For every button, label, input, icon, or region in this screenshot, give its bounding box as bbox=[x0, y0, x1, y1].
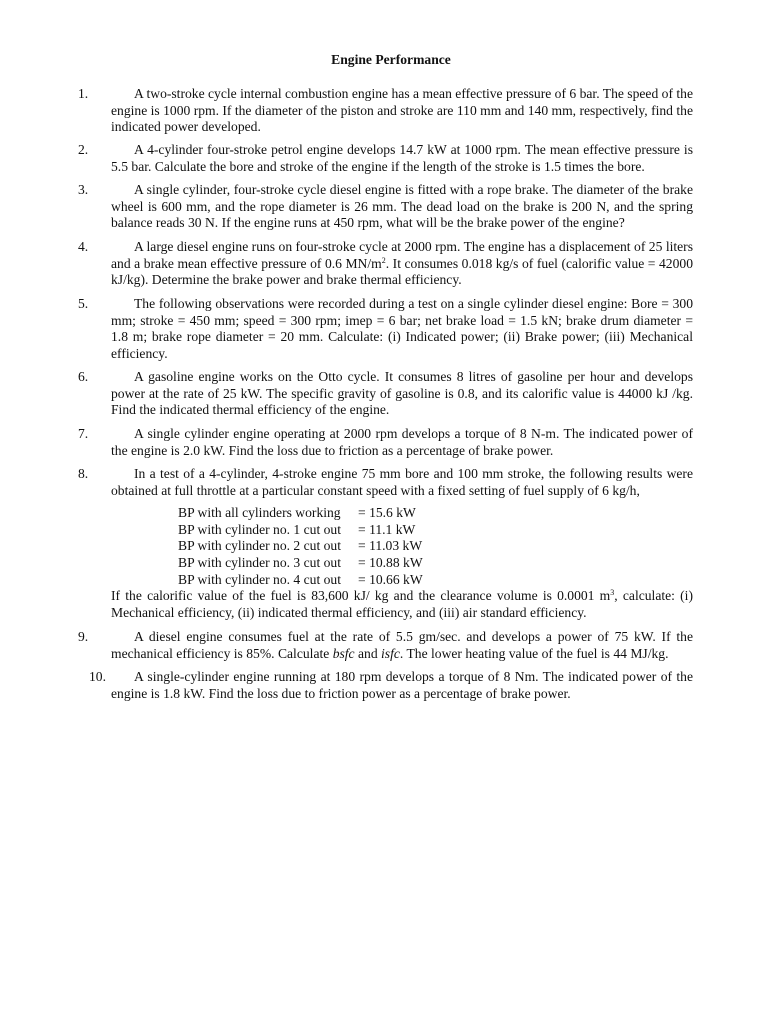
question-number: 5. bbox=[78, 296, 89, 311]
question-item bbox=[78, 86, 693, 136]
bp-value: = 10.66 kW bbox=[358, 571, 423, 587]
question-item bbox=[78, 426, 693, 459]
bp-label: BP with cylinder no. 2 cut out bbox=[178, 538, 341, 554]
table-row bbox=[178, 555, 423, 572]
bp-label: BP with all cylinders working bbox=[178, 505, 341, 521]
bp-value: = 15.6 kW bbox=[358, 505, 416, 521]
question-number: 1. bbox=[78, 86, 89, 101]
superscript: 2 bbox=[381, 255, 386, 265]
bp-value: = 11.03 kW bbox=[358, 538, 423, 554]
page-title: Engine Performance bbox=[331, 52, 451, 67]
question-text: In a test of a 4-cylinder, 4-stroke engine 75 mm bore and 100 mm stroke, the following results were obtained at full throttle at a particular constant speed with a fixed setting of fuel supply of 6 kg/h, bbox=[111, 466, 693, 498]
question-number: 2. bbox=[78, 142, 89, 157]
question-text: The following observations were recorded during a test on a single cylinder diesel engine: Bore = 300 mm; stroke = 450 mm; speed = 300 rpm; imep = 6 bar; net brake load = 1.5 kN; brake drum diameter = 1.8 m; brake rope diameter = 20 mm. Calculate: (i) Indicated power; (ii) Brake power; (iii) Mechanical efficiency. bbox=[111, 296, 693, 361]
question-text-continued bbox=[111, 588, 693, 621]
table-row bbox=[178, 538, 423, 555]
bp-label: BP with cylinder no. 3 cut out bbox=[178, 554, 341, 570]
question-item bbox=[78, 142, 693, 175]
question-item bbox=[78, 296, 693, 362]
question-number: 3. bbox=[78, 182, 89, 197]
question-text: If the calorific value of the fuel is 83,600 kJ/ kg and the clearance volume is 0.0001 m bbox=[111, 588, 611, 604]
question-number: 7. bbox=[78, 426, 89, 441]
bp-value: = 10.88 kW bbox=[358, 554, 423, 570]
question-item bbox=[78, 369, 693, 419]
question-number: 9. bbox=[78, 629, 89, 644]
bp-value: = 11.1 kW bbox=[358, 521, 416, 537]
question-number: 10. bbox=[89, 669, 106, 684]
table-row bbox=[178, 505, 423, 522]
question-text: A single cylinder engine operating at 2000 rpm develops a torque of 8 N-m. The indicated power of the engine is 2.0 kW. Find the loss due to friction as a percentage of brake power. bbox=[111, 426, 693, 458]
question-number: 8. bbox=[78, 466, 89, 481]
question-text: . It consumes 0.018 kg/s of fuel (calorific value = 42000 kJ/kg). Determine the brake power and brake thermal efficiency. bbox=[111, 255, 693, 288]
question-text: A single cylinder, four-stroke cycle diesel engine is fitted with a rope brake. The diameter of the brake wheel is 600 mm, and the rope diameter is 26 mm. The dead load on the brake is 200 N, and the spring balance reads 30 N. If the engine runs at 450 rpm, what will be the brake power of the engine? bbox=[111, 182, 693, 231]
question-item bbox=[78, 629, 693, 662]
question-number: 4. bbox=[78, 239, 89, 254]
bp-label: BP with cylinder no. 4 cut out bbox=[178, 571, 341, 587]
question-text: A two-stroke cycle internal combustion engine has a mean effective pressure of 6 bar. The speed of the engine is 1000 rpm. If the diameter of the piston and stroke are 110 mm and 140 mm, respectively, find the indicated power developed. bbox=[111, 86, 693, 135]
question-text: A diesel engine consumes fuel at the rate of 5.5 gm/sec. and develops a power of 75 kW. If the mechanical efficiency is 85%. Calculate bbox=[111, 629, 693, 661]
question-text: A 4-cylinder four-stroke petrol engine develops 14.7 kW at 1000 rpm. The mean effective pressure is 5.5 bar. Calculate the bore and stroke of the engine if the length of the stroke is 1.5 times the bore. bbox=[111, 142, 693, 174]
term-bsfc: bsfc bbox=[332, 645, 355, 661]
question-item bbox=[78, 466, 693, 621]
question-text: . The lower heating value of the fuel is 44 MJ/kg. bbox=[399, 645, 669, 661]
question-text: A large diesel engine runs on four-stroke cycle at 2000 rpm. The engine has a displacement of 25 liters and a brake mean effective pressure of 0.6 MN/m bbox=[111, 239, 693, 271]
question-item bbox=[89, 669, 693, 702]
term-isfc: isfc bbox=[381, 645, 400, 661]
question-item bbox=[78, 239, 693, 289]
question-text: and bbox=[354, 645, 382, 661]
question-number: 6. bbox=[78, 369, 89, 384]
bp-table bbox=[178, 505, 423, 588]
question-item bbox=[78, 182, 693, 232]
table-row bbox=[178, 522, 423, 539]
table-row bbox=[178, 572, 423, 589]
question-text: A single-cylinder engine running at 180 rpm develops a torque of 8 Nm. The indicated power of the engine is 1.8 kW. Find the loss due to friction power as a percentage of brake power. bbox=[111, 669, 693, 701]
question-text: A gasoline engine works on the Otto cycle. It consumes 8 litres of gasoline per hour and develops power at the rate of 25 kW. The specific gravity of gasoline is 0.8, and its calorific value is 44000 kJ /kg. Find the indicated thermal efficiency of the engine. bbox=[111, 369, 693, 418]
bp-label: BP with cylinder no. 1 cut out bbox=[178, 521, 341, 537]
question-text: , calculate: (i) Mechanical efficiency, (ii) indicated thermal efficiency, and (iii) air standard efficiency. bbox=[111, 588, 693, 620]
superscript: 3 bbox=[610, 588, 615, 598]
